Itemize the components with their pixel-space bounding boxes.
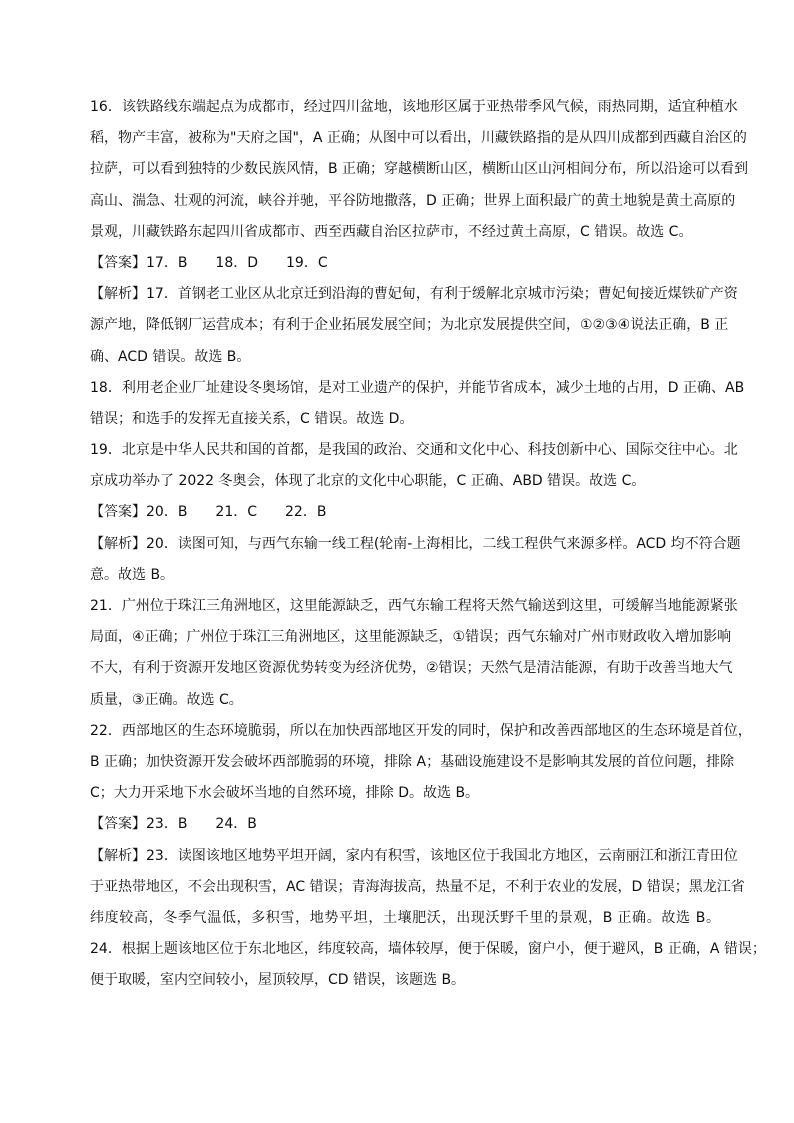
text-line: 18．利用老企业厂址建设冬奥场馆，是对工业遗产的保护，并能节省成本，减少土地的占用，D 正确、AB bbox=[90, 379, 745, 396]
text-line: 京成功举办了 2022 冬奥会，体现了北京的文化中心职能，C 正确、ABD 错误。故选 C。 bbox=[90, 473, 646, 490]
text-line: 拉萨，可以看到独特的少数民族风情，B 正确；穿越横断山区，横断山区山河相间分布，所以沿途可以看到 bbox=[90, 161, 749, 178]
text-line: 16．该铁路线东端起点为成都市，经过四川盆地，该地形区属于亚热带季风气候，雨热同期，适宜种植水 bbox=[90, 99, 738, 115]
text-line: 于亚热带地区，不会出现积雪，AC 错误；青海海拔高，热量不足，不利于农业的发展，D 错误；黑龙江省 bbox=[90, 878, 745, 895]
text-line: 意。故选 B。 bbox=[90, 566, 175, 583]
text-line: 局面，④正确；广州位于珠江三角洲地区，这里能源缺乏，①错误；西气东输对广州市财政收入增加影响 bbox=[90, 629, 732, 646]
text-line: 稻，物产丰富，被称为"天府之国"，A 正确；从图中可以看出，川藏铁路指的是从四川成都到西藏自治区的 bbox=[90, 130, 747, 147]
text-line: 19．北京是中华人民共和国的首都，是我国的政治、交通和文化中心、科技创新中心、国际交往中心。北 bbox=[90, 442, 738, 459]
answer-line: 【答案】17．B 18．D 19．C bbox=[90, 254, 328, 271]
text-line: 【解析】17．首钢老工业区从北京迁到沿海的曹妃甸，有利于缓解北京城市污染；曹妃甸接近煤铁矿产资 bbox=[90, 286, 738, 303]
answer-line: 【答案】20．B 21．C 22．B bbox=[90, 504, 327, 521]
text-line: 确、ACD 错误。故选 B。 bbox=[90, 348, 251, 365]
text-line: 质量，③正确。故选 C。 bbox=[90, 691, 243, 708]
text-line: 24．根据上题该地区位于东北地区，纬度较高，墙体较厚，便于保暖，窗户小，便于避风，B 正确，A 错误； bbox=[90, 941, 766, 958]
text-line: 22．西部地区的生态环境脆弱，所以在加快西部地区开发的同时，保护和改善西部地区的生态环境是首位， bbox=[90, 722, 752, 739]
text-line: B 正确；加快资源开发会破坏西部脆弱的环境，排除 A；基础设施建设不是影响其发展的首位问题，排除 bbox=[90, 753, 735, 770]
text-line: 高山、湍急、壮观的河流，峡谷并驰，平谷防地撒落，D 正确；世界上面积最广的黄土地貌是黄土高原的 bbox=[90, 192, 736, 209]
text-line: 便于取暖，室内空间较小，屋顶较厚，CD 错误，该题选 B。 bbox=[90, 972, 466, 989]
text-line: 源产地，降低钢厂运营成本；有利于企业拓展发展空间；为北京发展提供空间，①②③④说法正确，B 正 bbox=[90, 317, 729, 334]
text-line: 不大，有利于资源开发地区资源优势转变为经济优势，②错误；天然气是清洁能源，有助于改善当地大气 bbox=[90, 660, 733, 677]
text-line: 景观，川藏铁路东起四川省成都市、西至西藏自治区拉萨市，不经过黄土高原，C 错误。故选 C。 bbox=[90, 223, 693, 240]
text-line: 【解析】20．读图可知，与西气东输一线工程(轮南-上海相比，二线工程供气来源多样。ACD 均不符合题 bbox=[90, 535, 741, 552]
text-line: 【解析】23．读图该地区地势平坦开阔，家内有积雪，该地区位于我国北方地区，云南丽江和浙江青田位 bbox=[90, 847, 738, 864]
answer-line: 【答案】23．B 24．B bbox=[90, 816, 257, 833]
text-line: 错误；和选手的发挥无直接关系，C 错误。故选 D。 bbox=[90, 410, 414, 427]
answer-sheet-body bbox=[90, 92, 766, 996]
text-line: 纬度较高，冬季气温低，多积雪，地势平坦，土壤肥沃，出现沃野千里的景观，B 正确。故选 B。 bbox=[90, 909, 720, 926]
text-line: C；大力开采地下水会破坏当地的自然环境，排除 D。故选 B。 bbox=[90, 785, 480, 802]
text-line: 21．广州位于珠江三角洲地区，这里能源缺乏，西气东输工程将天然气输送到这里，可缓解当地能源紧张 bbox=[90, 598, 738, 614]
